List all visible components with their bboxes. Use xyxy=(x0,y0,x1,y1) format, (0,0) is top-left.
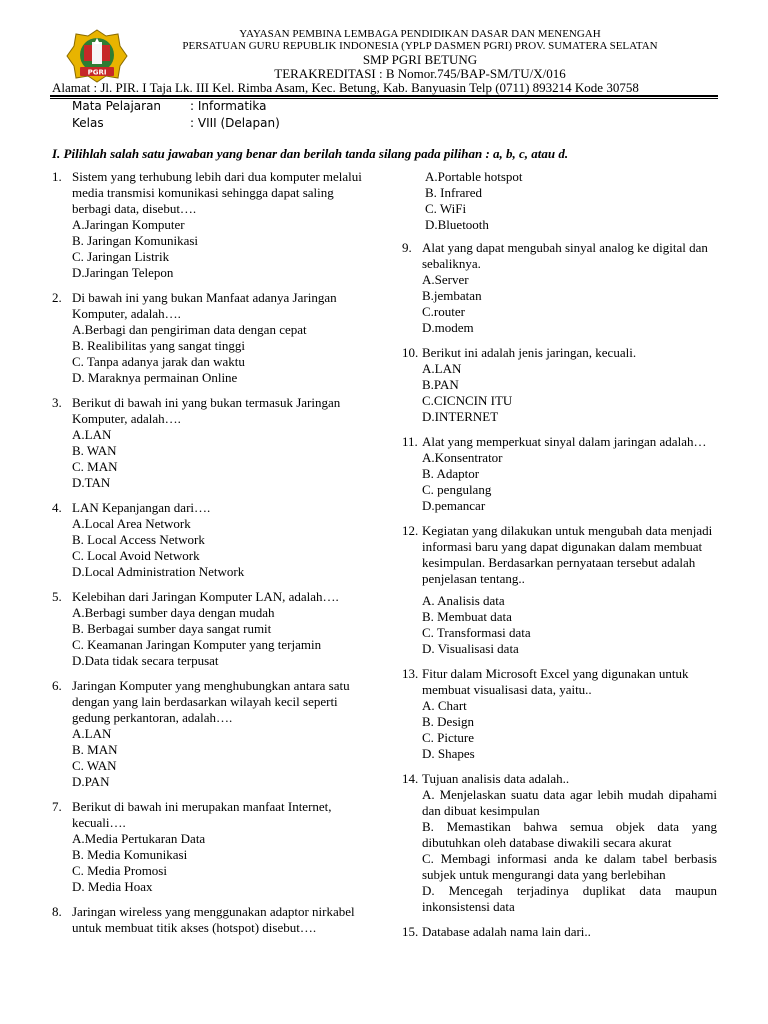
answer-option[interactable]: C. Keamanan Jaringan Komputer yang terjamin xyxy=(72,637,322,652)
question-item xyxy=(52,290,372,386)
answer-option[interactable]: D.Data tidak secara terpusat xyxy=(72,653,219,668)
answer-option[interactable]: C.router xyxy=(422,304,465,319)
answer-option[interactable]: B. Memastikan bahwa semua objek data yang dibutuhkan oleh database diwakili secara akurat xyxy=(422,819,717,850)
answer-option[interactable]: C. Media Promosi xyxy=(72,863,167,878)
question-item xyxy=(402,434,717,514)
question-text: LAN Kepanjangan dari…. xyxy=(72,500,211,515)
question-text: Tujuan analisis data adalah.. xyxy=(422,771,570,786)
question-item xyxy=(52,395,372,491)
answer-option[interactable]: C. Tanpa adanya jarak dan waktu xyxy=(72,354,245,369)
answer-option[interactable]: A. Menjelaskan suatu data agar lebih mudah dipahami dan dibuat kesimpulan xyxy=(422,787,717,818)
question-number: 1. xyxy=(52,169,62,184)
question-item xyxy=(52,799,372,895)
header-divider xyxy=(50,95,718,97)
question-item xyxy=(52,904,372,936)
answer-option[interactable]: B. Berbagai sumber daya sangat rumit xyxy=(72,621,272,636)
question-text: Fitur dalam Microsoft Excel yang digunakan untuk membuat visualisasi data, yaitu.. xyxy=(422,666,689,697)
question-number: 15. xyxy=(402,924,419,939)
answer-option[interactable]: A.Jaringan Komputer xyxy=(72,217,185,232)
class-value: : VIII (Delapan) xyxy=(190,116,280,130)
answer-option[interactable]: D.Bluetooth xyxy=(425,217,489,232)
accreditation: TERAKREDITASI : B Nomor.745/BAP-SM/TU/X/016 xyxy=(274,66,566,81)
answer-option[interactable]: B.PAN xyxy=(422,377,459,392)
question-text: Jaringan Komputer yang menghubungkan antara satu dengan yang lain berdasarkan wilayah kecil seperti gedung perkantoran, adalah…. xyxy=(72,678,350,725)
question-text: Berikut di bawah ini merupakan manfaat Internet, kecuali…. xyxy=(72,799,332,830)
answer-option[interactable]: D. Mencegah terjadinya duplikat data maupun inkonsistensi data xyxy=(422,883,717,914)
answer-option[interactable]: B. Jaringan Komunikasi xyxy=(72,233,199,248)
question-item xyxy=(402,523,717,657)
answer-option[interactable]: D.TAN xyxy=(72,475,111,490)
question-number: 5. xyxy=(52,589,62,604)
answer-option[interactable]: B. Realibilitas yang sangat tinggi xyxy=(72,338,245,353)
answer-option[interactable]: C. Membagi informasi anda ke dalam tabel berbasis subjek untuk mengurangi data yang berlebihan xyxy=(422,851,717,882)
answer-option[interactable]: C. Jaringan Listrik xyxy=(72,249,170,264)
question-number: 3. xyxy=(52,395,62,410)
question-text: Alat yang dapat mengubah sinyal analog ke digital dan sebaliknya. xyxy=(422,240,708,271)
answer-option[interactable]: C.CICNCIN ITU xyxy=(422,393,513,408)
answer-option[interactable]: D.PAN xyxy=(72,774,110,789)
question-number: 10. xyxy=(402,345,419,360)
answer-option[interactable]: C. Transformasi data xyxy=(422,625,531,640)
answer-option[interactable]: D.Jaringan Telepon xyxy=(72,265,174,280)
question-item xyxy=(402,771,717,915)
answer-option[interactable]: D. Media Hoax xyxy=(72,879,153,894)
question-number: 14. xyxy=(402,771,419,786)
question-item xyxy=(52,678,372,790)
answer-option[interactable]: B. Infrared xyxy=(425,185,483,200)
answer-option[interactable]: A.Konsentrator xyxy=(422,450,503,465)
answer-option[interactable]: C. pengulang xyxy=(422,482,492,497)
answer-option[interactable]: A.LAN xyxy=(72,726,112,741)
association-name: PERSATUAN GURU REPUBLIK INDONESIA (YPLP DASMEN PGRI) PROV. SUMATERA SELATAN xyxy=(182,40,658,52)
question-text: Sistem yang terhubung lebih dari dua komputer melalui media transmisi komunikasi sehingga dapat saling berbagi data, disebut…. xyxy=(72,169,362,216)
answer-option[interactable]: D.pemancar xyxy=(422,498,486,513)
question-number: 12. xyxy=(402,523,419,538)
answer-option[interactable]: B. MAN xyxy=(72,742,118,757)
answer-option[interactable]: A.LAN xyxy=(422,361,462,376)
answer-option[interactable]: C. Local Avoid Network xyxy=(72,548,200,563)
answer-option[interactable]: A.Berbagi sumber daya dengan mudah xyxy=(72,605,275,620)
question-item xyxy=(402,240,717,336)
answer-option[interactable]: D. Maraknya permainan Online xyxy=(72,370,238,385)
question-item xyxy=(402,924,717,940)
question-text: Berikut ini adalah jenis jaringan, kecuali. xyxy=(422,345,637,360)
question-item xyxy=(402,666,717,762)
answer-option[interactable]: D. Shapes xyxy=(422,746,475,761)
question-text: Kelebihan dari Jaringan Komputer LAN, adalah…. xyxy=(72,589,339,604)
answer-option[interactable]: A.Media Pertukaran Data xyxy=(72,831,206,846)
question-item xyxy=(52,169,372,281)
answer-option[interactable]: B. Membuat data xyxy=(422,609,512,624)
subject-label: Mata Pelajaran xyxy=(72,99,162,113)
question-item xyxy=(52,589,372,669)
continued-options xyxy=(402,169,717,233)
question-text: Jaringan wireless yang menggunakan adaptor nirkabel untuk membuat titik akses (hotspot) disebut…. xyxy=(72,904,355,935)
answer-option[interactable]: B. Local Access Network xyxy=(72,532,205,547)
class-label: Kelas xyxy=(72,116,104,130)
question-number: 13. xyxy=(402,666,419,681)
question-text: Di bawah ini yang bukan Manfaat adanya Jaringan Komputer, adalah…. xyxy=(72,290,337,321)
school-address: Alamat : Jl. PIR. I Taja Lk. III Kel. Rimba Asam, Kec. Betung, Kab. Banyuasin Telp (0711) 893214 Kode 30758 xyxy=(52,80,639,95)
foundation-name: YAYASAN PEMBINA LEMBAGA PENDIDIKAN DASAR DAN MENENGAH xyxy=(239,28,601,40)
question-number: 9. xyxy=(402,240,412,255)
answer-option[interactable]: A.Server xyxy=(422,272,469,287)
answer-option[interactable]: C. WiFi xyxy=(425,201,467,216)
answer-option[interactable]: A. Chart xyxy=(422,698,467,713)
question-text: Database adalah nama lain dari.. xyxy=(422,924,591,939)
pgri-logo xyxy=(66,28,128,84)
school-name: SMP PGRI BETUNG xyxy=(362,52,478,67)
right-column xyxy=(402,169,717,949)
question-number: 7. xyxy=(52,799,62,814)
question-number: 4. xyxy=(52,500,62,515)
answer-option[interactable]: D.INTERNET xyxy=(422,409,499,424)
answer-option[interactable]: B. WAN xyxy=(72,443,117,458)
question-text: Berikut di bawah ini yang bukan termasuk Jaringan Komputer, adalah…. xyxy=(72,395,341,426)
answer-option[interactable]: C. Picture xyxy=(422,730,474,745)
question-number: 8. xyxy=(52,904,62,919)
logo-text: PGRI xyxy=(87,68,107,77)
answer-option[interactable]: A. Analisis data xyxy=(422,593,505,608)
answer-option[interactable]: B. Design xyxy=(422,714,474,729)
answer-option[interactable]: C. WAN xyxy=(72,758,117,773)
answer-option[interactable]: A.Local Area Network xyxy=(72,516,191,531)
instruction: I. Pilihlah salah satu jawaban yang benar dan berilah tanda silang pada pilihan : a, b, c, atau d. xyxy=(52,146,569,161)
question-item xyxy=(52,500,372,580)
answer-option[interactable]: B. Adaptor xyxy=(422,466,480,481)
question-number: 2. xyxy=(52,290,62,305)
question-number: 11. xyxy=(402,434,418,449)
answer-option[interactable]: C. MAN xyxy=(72,459,118,474)
answer-option[interactable]: B.jembatan xyxy=(422,288,482,303)
question-text: Alat yang memperkuat sinyal dalam jaringan adalah… xyxy=(422,434,707,449)
question-number: 6. xyxy=(52,678,62,693)
question-item xyxy=(402,345,717,425)
question-text: Kegiatan yang dilakukan untuk mengubah data menjadi informasi baru yang dapat digunakan dalam membuat kesimpulan. Berdasarkan pernyataan tersebut adalah penjelasan tentang.. xyxy=(422,523,713,586)
answer-option[interactable]: B. Media Komunikasi xyxy=(72,847,188,862)
answer-option[interactable]: A.Portable hotspot xyxy=(425,169,523,184)
answer-option[interactable]: D. Visualisasi data xyxy=(422,641,519,656)
subject-value: : Informatika xyxy=(190,99,267,113)
answer-option[interactable]: D.modem xyxy=(422,320,474,335)
left-column xyxy=(52,169,372,945)
answer-option[interactable]: A.Berbagi dan pengiriman data dengan cepat xyxy=(72,322,307,337)
answer-option[interactable]: D.Local Administration Network xyxy=(72,564,245,579)
answer-option[interactable]: A.LAN xyxy=(72,427,112,442)
